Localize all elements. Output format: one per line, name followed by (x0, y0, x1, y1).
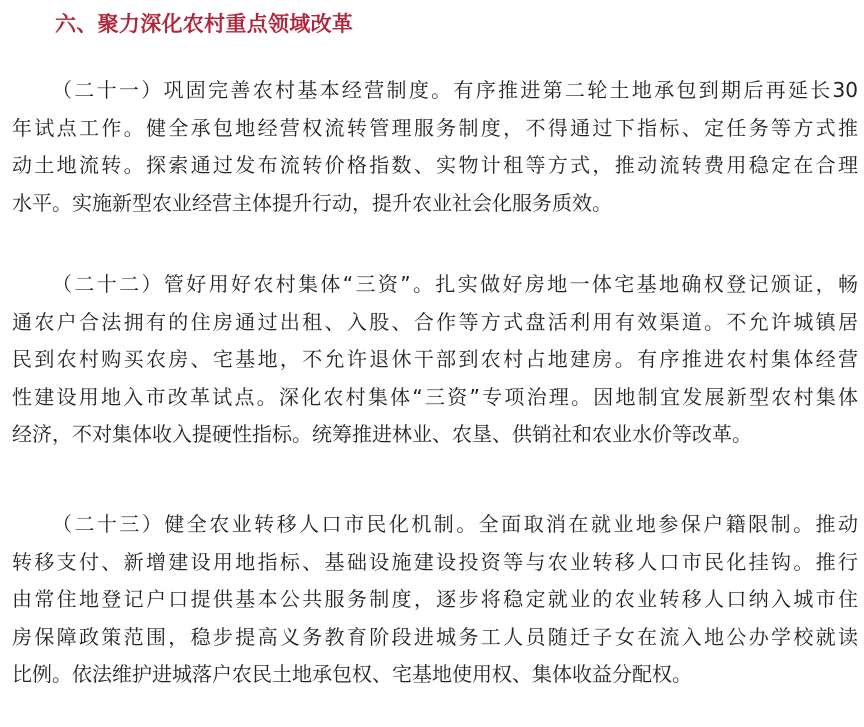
paragraph-line: 转移支付、新增建设用地指标、基础设施建设投资等与农业转移人口市民化挂钩。推行 (12, 549, 858, 574)
section-heading: 六、聚力深化农村重点领域改革 (55, 12, 354, 36)
paragraph-line: （二十二）管好用好农村集体“三资”。扎实做好房地一体宅基地确权登记颁证，畅 (52, 272, 858, 296)
paragraph-line: 通农户合法拥有的住房通过出租、入股、合作等方式盘活利用有效渠道。不允许城镇居 (12, 309, 858, 334)
paragraph-21 (12, 72, 858, 222)
paragraph-line: 比例。依法维护进城落户农民土地承包权、宅基地使用权、集体收益分配权。 (12, 662, 692, 686)
paragraph-line: 动土地流转。探索通过发布流转价格指数、实物计租等方式，推动流转费用稳定在合理 (12, 153, 858, 177)
paragraph-23 (12, 506, 858, 694)
paragraph-line: 民到农村购买农房、宅基地，不允许退休干部到农村占地建房。有序推进农村集体经营 (12, 347, 858, 371)
paragraph-line: 房保障政策范围，稳步提高义务教育阶段进城务工人员随迁子女在流入地公办学校就读 (12, 624, 858, 649)
paragraph-line: 性建设用地入市改革试点。深化农村集体“三资”专项治理。因地制宜发展新型农村集体 (12, 384, 858, 409)
paragraph-line: 经济，不对集体收入提硬性指标。统筹推进林业、农垦、供销社和农业水价等改革。 (12, 422, 752, 446)
paragraph-line: 由常住地登记户口提供基本公共服务制度，逐步将稳定就业的农业转移人口纳入城市住 (12, 587, 858, 611)
paragraph-line: 年试点工作。健全承包地经营权流转管理服务制度，不得通过下指标、定任务等方式推 (12, 115, 858, 140)
paragraph-22 (12, 266, 858, 454)
paragraph-line: 水平。实施新型农业经营主体提升行动，提升农业社会化服务质效。 (12, 190, 612, 215)
paragraph-line: （二十一）巩固完善农村基本经营制度。有序推进第二轮土地承包到期后再延长30 (52, 78, 858, 102)
paragraph-line: （二十三）健全农业转移人口市民化机制。全面取消在就业地参保户籍限制。推动 (52, 512, 858, 536)
